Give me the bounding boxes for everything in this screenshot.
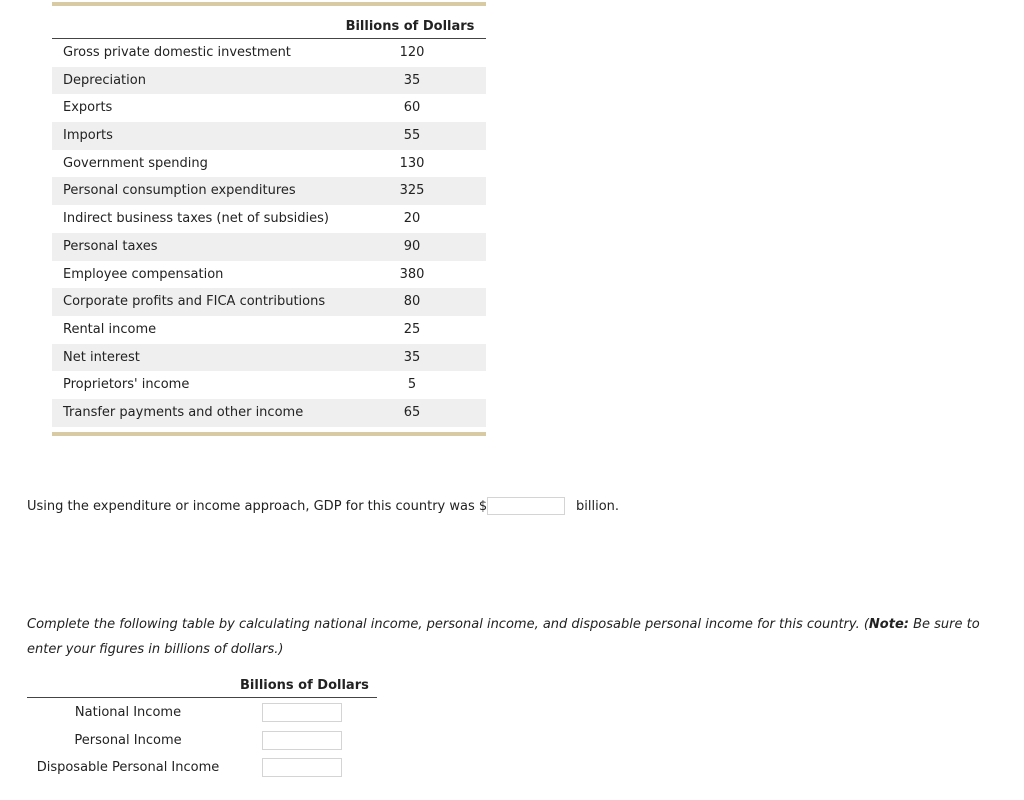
row-label: Personal taxes: [63, 238, 158, 254]
answer-table-header: [27, 676, 377, 698]
disposable-income-input[interactable]: [262, 758, 342, 777]
table-row: [52, 94, 486, 122]
row-label: Government spending: [63, 155, 208, 171]
row-value: 325: [399, 183, 425, 199]
row-value: 120: [399, 45, 425, 60]
row-value: 80: [403, 294, 421, 310]
row-value: 25: [403, 321, 421, 337]
row-value: 130: [399, 155, 425, 171]
table-row: [52, 67, 486, 95]
table-row: [52, 288, 486, 316]
row-value: 60: [403, 100, 421, 116]
data-table-header-label: Billions of Dollars: [345, 19, 475, 34]
row-value: 35: [403, 72, 421, 88]
table-row: [52, 122, 486, 150]
row-value: 90: [403, 238, 421, 254]
personal-income-label: Personal Income: [74, 732, 182, 748]
table-row: [52, 261, 486, 289]
row-value: 35: [403, 349, 421, 365]
row-label: Corporate profits and FICA contributions: [63, 294, 326, 310]
data-table-header: [52, 6, 486, 39]
row-label: Imports: [63, 128, 113, 144]
personal-income-input[interactable]: [262, 731, 342, 750]
gdp-question-text: Using the expenditure or income approach, GDP for this country was $: [27, 499, 488, 514]
gdp-answer-input[interactable]: [487, 497, 565, 515]
row-label: Net interest: [63, 349, 140, 365]
row-label: Proprietors' income: [63, 377, 190, 393]
row-label: Exports: [63, 100, 113, 116]
answer-table-header-label: Billions of Dollars: [240, 678, 369, 693]
row-value: 380: [399, 266, 425, 282]
row-value: 55: [403, 128, 421, 144]
table-row: [52, 39, 486, 67]
table-row: [52, 233, 486, 261]
answer-row-disposable-income: [27, 753, 377, 781]
row-value: 20: [403, 211, 421, 227]
instructions: [27, 612, 987, 662]
answer-row-national-income: [27, 698, 377, 726]
instructions-text: Complete the following table by calculating national income, personal income, and disposable personal income for this country. (: [27, 617, 869, 632]
row-label: Rental income: [63, 321, 157, 337]
national-income-label: National Income: [74, 705, 182, 720]
answer-table: [27, 676, 377, 781]
row-label: Employee compensation: [63, 266, 224, 282]
row-label: Gross private domestic investment: [63, 45, 291, 60]
table-footer-rule: [52, 432, 486, 436]
table-row: [52, 177, 486, 205]
national-income-input[interactable]: [262, 703, 342, 722]
row-label: Indirect business taxes (net of subsidies): [63, 211, 329, 227]
table-row: [52, 371, 486, 399]
row-value: 65: [403, 404, 421, 420]
table-row: [52, 150, 486, 178]
data-table: [52, 2, 486, 436]
note-label: Note:: [868, 617, 909, 632]
table-row: [52, 344, 486, 372]
row-label: Personal consumption expenditures: [63, 183, 296, 199]
answer-row-personal-income: [27, 726, 377, 754]
row-label: Depreciation: [63, 72, 146, 88]
row-value: 5: [407, 377, 417, 393]
gdp-unit-label: billion.: [576, 499, 620, 514]
row-label: Transfer payments and other income: [63, 404, 304, 420]
disposable-income-label: Disposable Personal Income: [36, 760, 220, 776]
table-row: [52, 205, 486, 233]
table-row: [52, 316, 486, 344]
note-text: Be sure to enter your figures in billions of dollars.): [27, 617, 980, 657]
table-row: [52, 399, 486, 427]
